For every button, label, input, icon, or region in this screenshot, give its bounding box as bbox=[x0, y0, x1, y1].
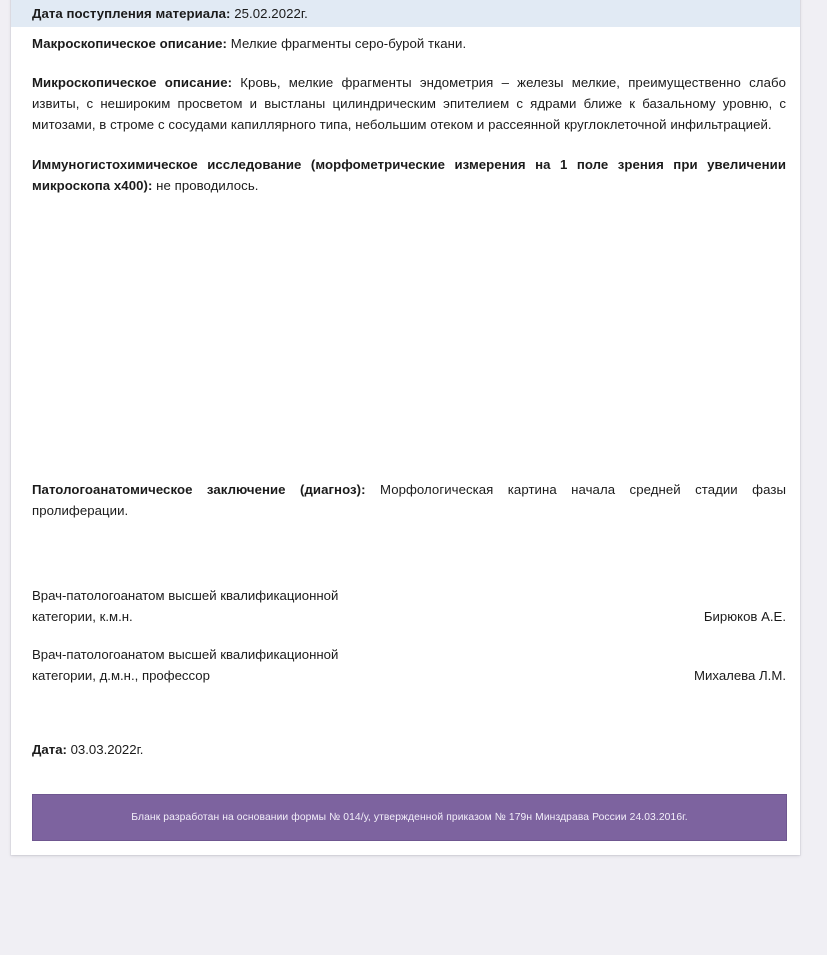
diagnosis-value: Морфологическая картина начала средней стадии фазы пролиферации. bbox=[32, 482, 786, 518]
diagnosis-block bbox=[11, 479, 800, 521]
microscopic-description-block bbox=[11, 72, 800, 135]
signature-title-line-1: Врач-патологоанатом высшей квалификационной bbox=[32, 588, 339, 603]
intake-date-value: 25.02.2022г. bbox=[230, 6, 308, 21]
signature-title-line-2: категории, к.м.н. bbox=[32, 609, 133, 624]
signature-block bbox=[32, 585, 786, 627]
microscopic-description-value: Кровь, мелкие фрагменты эндометрия – железы мелкие, преимущественно слабо извиты, с нешироким просветом и выстланы цилиндрическим эпителием с ядрами ближе к базальному уровню, с митозами, в строме с сосудами капиллярного типа, небольшим отеком и рассеянной круглоклеточной инфильтрацией. bbox=[32, 75, 786, 132]
immunohistochemistry-label: Иммуногистохимическое исследование (морфометрические измерения на 1 поле зрения при увеличении микроскопа х400): bbox=[32, 157, 786, 193]
signature-name: Михалева Л.М. bbox=[694, 668, 786, 683]
document-content bbox=[11, 0, 800, 841]
immunohistochemistry-paragraph bbox=[32, 154, 786, 196]
macroscopic-description-block bbox=[11, 33, 800, 54]
signature-block bbox=[32, 644, 786, 686]
report-date-value: 03.03.2022г. bbox=[66, 742, 144, 757]
document-page-sheet bbox=[11, 0, 800, 855]
report-date-row bbox=[11, 739, 800, 760]
signature-title bbox=[32, 585, 452, 627]
microscopic-description-paragraph bbox=[32, 72, 786, 135]
form-basis-footer-text: Бланк разработан на основании формы № 014/у, утвержденной приказом № 179н Минздрава России 24.03.2016г. bbox=[131, 811, 688, 823]
immunohistochemistry-value: не проводилось. bbox=[152, 178, 259, 193]
microscopic-description-label: Микроскопическое описание: bbox=[32, 75, 233, 90]
intake-date-label: Дата поступления материала: bbox=[32, 6, 231, 21]
diagnosis-paragraph bbox=[32, 479, 786, 521]
intake-date-highlight-band bbox=[11, 0, 800, 27]
form-basis-footer-banner bbox=[32, 794, 787, 841]
diagnosis-label: Патологоанатомическое заключение (диагноз): bbox=[32, 482, 366, 497]
macroscopic-description-value: Мелкие фрагменты серо-бурой ткани. bbox=[227, 36, 467, 51]
macroscopic-description-label: Макроскопическое описание: bbox=[32, 36, 228, 51]
intake-date-line bbox=[11, 3, 800, 24]
signature-title-line-2: категории, д.м.н., профессор bbox=[32, 668, 210, 683]
immunohistochemistry-block bbox=[11, 154, 800, 196]
macroscopic-description-line bbox=[32, 33, 786, 54]
signature-section bbox=[11, 585, 800, 686]
report-date-label: Дата: bbox=[32, 742, 67, 757]
signature-title bbox=[32, 644, 452, 686]
signature-name: Бирюков А.Е. bbox=[703, 609, 786, 624]
signature-title-line-1: Врач-патологоанатом высшей квалификационной bbox=[32, 647, 339, 662]
